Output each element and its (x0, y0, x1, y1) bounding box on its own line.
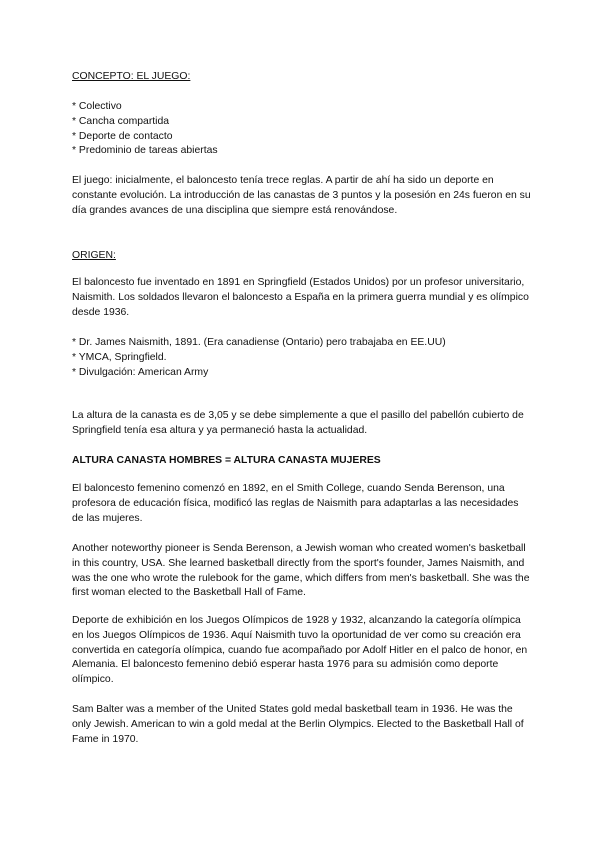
list-item: * Deporte de contacto (72, 130, 173, 142)
origen-paragraph: El baloncesto fue inventado en 1891 en Springfield (Estados Unidos) por un profesor universitario, Naismith. Los soldados llevaron el baloncesto a España en la primera guerra mundial y es olímpico desde 1936. (72, 277, 529, 318)
origen-list (72, 336, 532, 380)
femenino-paragraph: El baloncesto femenino comenzó en 1892, en el Smith College, cuando Senda Berenson, una profesora de educación física, modificó las reglas de Naismith para adaptarlas a las necesidades de las mujeres. (72, 483, 519, 524)
concepto-heading: CONCEPTO: EL JUEGO: (72, 71, 191, 82)
list-item: * Cancha compartida (72, 115, 170, 127)
altura-heading: ALTURA CANASTA HOMBRES = ALTURA CANASTA MUJERES (72, 455, 381, 466)
list-item: * Divulgación: American Army (72, 366, 209, 378)
list-item: * YMCA, Springfield. (72, 351, 167, 363)
balter-paragraph: Sam Balter was a member of the United States gold medal basketball team in 1936. He was the only Jewish. American to win a gold medal at the Berlin Olympics. Elected to the Basketball Hall of Fame in 1970. (72, 704, 524, 745)
juego-paragraph: El juego: inicialmente, el baloncesto tenía trece reglas. A partir de ahí ha sido un deporte en constante evolución. La introducción de las canastas de 3 puntos y la posesión en 24s fueron en su día grandes avances de una disciplina que siempre está renovándose. (72, 175, 531, 216)
berenson-paragraph: Another noteworthy pioneer is Senda Berenson, a Jewish woman who created women's basketball in this country, USA. She learned basketball directly from the sport's founder, James Naismith, and was the one who wrote the rulebook for the game, which differs from men's basketball. She was the first woman elected to the Basketball Hall of Fame. (72, 543, 530, 599)
list-item: * Predominio de tareas abiertas (72, 145, 218, 157)
olimpicos-paragraph: Deporte de exhibición en los Juegos Olímpicos de 1928 y 1932, alcanzando la categoría olímpica en los Juegos Olímpicos de 1936. Aquí Naismith tuvo la oportunidad de ver como su creación era convertida en categoría olímpica, cuando fue acompañado por Adolf Hitler en el palco de honor, en Alemania. El baloncesto femenino debió esperar hasta 1976 para su admisión como deporte olímpico. (72, 615, 528, 686)
list-item: * Colectivo (72, 101, 122, 112)
concepto-list (72, 100, 532, 159)
altura-paragraph: La altura de la canasta es de 3,05 y se debe simplemente a que el pasillo del pabellón cubierto de Springfield tenía esa altura y ya permaneció hasta la actualidad. (72, 410, 524, 436)
list-item: * Dr. James Naismith, 1891. (Era canadiense (Ontario) pero trabajaba en EE.UU) (72, 337, 446, 348)
origen-heading: ORIGEN: (72, 250, 116, 261)
